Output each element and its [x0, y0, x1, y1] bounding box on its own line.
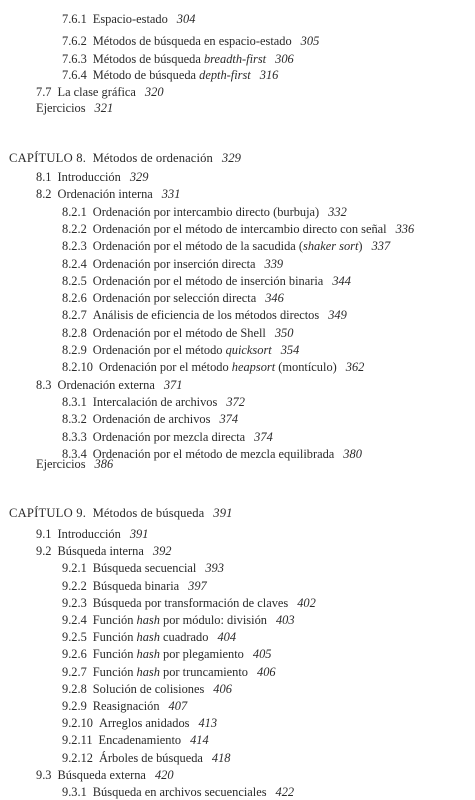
entry-number: 9.2.3	[62, 595, 87, 610]
entry-page: 331	[161, 187, 181, 202]
entry-title: Análisis de eficiencia de los métodos directos	[92, 308, 320, 323]
entry-title: Búsqueda en archivos secuenciales	[92, 785, 267, 799]
entry-title: Ordenación por selección directa	[92, 291, 257, 306]
entry-number: 8.2.1	[62, 204, 87, 219]
entry-page: 320	[144, 85, 164, 99]
entry-title: Ordenación de archivos	[92, 412, 211, 427]
entry-title: Función	[92, 613, 137, 627]
entry-page: 397	[188, 578, 207, 593]
toc-entry	[36, 543, 171, 559]
entry-title-italic: hash	[136, 613, 160, 627]
entry-title: Ordenación por el método de la sacudida (	[92, 239, 303, 254]
entry-title: Métodos de búsqueda	[92, 52, 204, 66]
entry-page: 372	[226, 394, 245, 409]
toc-entry	[62, 273, 351, 289]
toc-entry	[62, 290, 284, 306]
entry-page: 403	[275, 613, 295, 627]
toc-entry	[62, 411, 238, 427]
entry-title: Ordenación por mezcla directa	[92, 429, 246, 444]
entry-number: 8.2.5	[62, 273, 87, 288]
entry-page: 393	[205, 561, 224, 576]
entry-number: 9.3	[36, 767, 52, 782]
entry-page: 374	[254, 429, 273, 444]
toc-entry	[62, 681, 232, 697]
entry-number: 8.2.8	[62, 325, 87, 340]
entry-number: 8.3.3	[62, 429, 87, 444]
toc-entry	[62, 715, 217, 731]
entry-number: 7.6.4	[62, 68, 87, 82]
toc-entry	[62, 256, 283, 272]
entry-number: 9.2.7	[62, 664, 87, 679]
chapter-page: 391	[213, 506, 233, 520]
entry-page: 374	[219, 412, 239, 427]
entry-number: 9.1	[36, 527, 52, 541]
entry-page: 371	[163, 377, 183, 392]
entry-page: 414	[190, 733, 209, 748]
entry-page: 404	[217, 630, 237, 645]
toc-entry	[62, 204, 347, 220]
entry-title: Solución de colisiones	[92, 681, 205, 696]
chapter-page: 329	[221, 151, 242, 165]
entry-page: 391	[129, 527, 149, 541]
entry-title: Ordenación interna	[57, 187, 153, 202]
entry-number: 7.6.3	[62, 52, 87, 66]
entry-title: cuadrado	[159, 630, 209, 645]
entry-page: 305	[300, 34, 320, 48]
entry-page: 344	[332, 273, 351, 288]
entry-title: Ordenación por el método	[92, 343, 226, 357]
toc-entry	[62, 307, 347, 323]
chapter-8-heading	[9, 150, 241, 166]
toc-entry	[36, 377, 182, 393]
entry-title: Intercalación de archivos	[92, 394, 218, 409]
entry-title: Métodos de búsqueda en espacio-estado	[92, 34, 292, 48]
entry-title: Arreglos anidados	[98, 716, 190, 731]
toc-entry	[62, 578, 207, 594]
toc-entry	[62, 560, 224, 576]
toc-entry	[62, 664, 276, 680]
entry-title: Ordenación por el método de inserción binaria	[92, 273, 324, 288]
entry-title: La clase gráfica	[57, 85, 136, 99]
entry-number: 8.3	[36, 377, 52, 392]
entry-title: Introducción	[57, 170, 121, 184]
entry-title-italic: hash	[136, 630, 160, 645]
entry-page: 420	[154, 767, 174, 782]
entry-title: Ejercicios	[36, 457, 86, 471]
entry-title-italic: heapsort	[231, 360, 276, 375]
entry-number: 8.2.10	[62, 360, 93, 375]
entry-page: 350	[274, 325, 294, 340]
entry-title: Búsqueda externa	[57, 767, 146, 782]
entry-page: 332	[328, 204, 347, 219]
entry-number: 7.6.1	[62, 12, 87, 26]
entry-page: 406	[257, 664, 276, 679]
entry-page: 336	[395, 221, 415, 236]
toc-entry	[62, 732, 209, 748]
entry-number: 8.2.6	[62, 291, 87, 306]
entry-number: 8.3.1	[62, 394, 87, 409]
entry-number: 9.2.4	[62, 613, 87, 627]
toc-entry	[62, 342, 299, 358]
entry-page: 406	[213, 681, 232, 696]
entry-page: 354	[280, 343, 300, 357]
toc-entry	[36, 169, 148, 185]
toc-entry	[62, 394, 245, 410]
toc-entry	[62, 238, 390, 254]
entry-title-italic: hash	[136, 647, 160, 662]
entry-number: 9.2	[36, 544, 52, 559]
toc-entry	[62, 325, 293, 341]
toc-entry-7-6-2	[62, 33, 319, 49]
entry-number: 9.2.10	[62, 716, 93, 731]
chapter-title: Métodos de búsqueda	[92, 506, 205, 520]
entry-title: Ordenación por el método de mezcla equilibrada	[92, 446, 335, 461]
entry-title: Búsqueda binaria	[92, 578, 180, 593]
entry-title: Ordenación por el método de intercambio directo con señal	[92, 221, 387, 236]
entry-title-italic: depth-first	[199, 68, 251, 82]
entry-number: 8.2.2	[62, 221, 87, 236]
chapter-title: Métodos de ordenación	[92, 151, 213, 165]
toc-entry	[36, 186, 180, 202]
entry-number: 8.2.4	[62, 256, 87, 271]
toc-entry-7-6-4	[62, 67, 278, 83]
entry-page: 392	[152, 544, 172, 559]
toc-entry	[62, 629, 236, 645]
entry-number: 9.2.12	[62, 750, 93, 765]
toc-entry	[36, 767, 174, 783]
toc-entry	[62, 429, 273, 445]
entry-number: 8.3.4	[62, 446, 87, 461]
entry-number: 8.2.3	[62, 239, 87, 254]
entry-number: 8.2.7	[62, 308, 87, 323]
toc-entry	[62, 784, 294, 800]
entry-title: Método de búsqueda	[92, 68, 200, 82]
entry-title-italic: quicksort	[225, 343, 272, 357]
toc-entry	[62, 221, 414, 237]
entry-page: 304	[176, 12, 196, 26]
entry-page: 362	[345, 360, 365, 375]
entry-page: 380	[343, 446, 362, 461]
toc-entry-7-6-3	[62, 51, 294, 67]
entry-page: 402	[297, 595, 316, 610]
entry-title-italic: breadth-first	[203, 52, 267, 66]
entry-number: 9.2.9	[62, 699, 87, 713]
entry-number: 9.3.1	[62, 785, 87, 799]
chapter-label: CAPÍTULO 9.	[9, 506, 87, 520]
toc-entry-7-6-1	[62, 11, 195, 27]
entry-page: 337	[371, 239, 391, 254]
toc-entry	[62, 698, 187, 714]
entry-page: 422	[275, 785, 295, 799]
entry-title: por plegamiento	[159, 647, 244, 662]
entry-title: Ordenación externa	[57, 377, 155, 392]
entry-number: 9.2.5	[62, 630, 87, 645]
entry-title: Función	[92, 664, 137, 679]
entry-title: )	[358, 239, 363, 254]
entry-title: por módulo: división	[159, 613, 267, 627]
entry-page: 405	[252, 647, 272, 662]
entry-number: 9.2.2	[62, 578, 87, 593]
entry-page: 329	[129, 170, 149, 184]
entry-number: 8.2	[36, 187, 52, 202]
entry-title: Búsqueda secuencial	[92, 561, 197, 576]
entry-title-italic: hash	[136, 664, 160, 679]
toc-entry	[62, 612, 295, 628]
entry-title: Árboles de búsqueda	[98, 750, 203, 765]
entry-number: 9.2.6	[62, 647, 87, 662]
entry-title: (montículo)	[275, 360, 337, 375]
entry-page: 321	[94, 101, 114, 115]
entry-number: 9.2.1	[62, 561, 87, 576]
entry-page: 346	[265, 291, 284, 306]
entry-title: Ordenación por inserción directa	[92, 256, 256, 271]
entry-title: Ordenación por el método	[98, 360, 232, 375]
toc-entry	[62, 646, 271, 662]
toc-entry-ejercicios-2	[36, 456, 113, 472]
entry-number: 7.6.2	[62, 34, 87, 48]
entry-number: 9.2.8	[62, 681, 87, 696]
chapter-label: CAPÍTULO 8.	[9, 151, 87, 165]
entry-number: 9.2.11	[62, 733, 93, 748]
entry-title: por truncamiento	[159, 664, 249, 679]
entry-number: 8.1	[36, 170, 52, 184]
toc-entry	[36, 526, 148, 542]
entry-page: 418	[211, 750, 231, 765]
entry-title: Búsqueda interna	[57, 544, 144, 559]
entry-page: 413	[198, 716, 218, 731]
entry-title: Reasignación	[92, 699, 160, 713]
toc-entry	[62, 750, 231, 766]
toc-entry-ejercicios-1	[36, 100, 113, 116]
entry-title: Función	[92, 647, 137, 662]
entry-page: 386	[94, 457, 114, 471]
chapter-9-heading	[9, 505, 233, 521]
entry-title: Encadenamiento	[98, 733, 182, 748]
entry-page: 349	[328, 308, 347, 323]
entry-title: Función	[92, 630, 137, 645]
entry-page: 306	[275, 52, 294, 66]
entry-page: 316	[259, 68, 279, 82]
entry-page: 339	[264, 256, 284, 271]
toc-entry-7-7	[36, 84, 164, 100]
entry-title: Ejercicios	[36, 101, 86, 115]
entry-number: 8.2.9	[62, 343, 87, 357]
entry-page: 407	[168, 699, 188, 713]
entry-title-italic: shaker sort	[303, 239, 359, 254]
entry-title: Ordenación por intercambio directo (burbuja)	[92, 204, 320, 219]
toc-entry	[62, 359, 364, 375]
entry-title: Búsqueda por transformación de claves	[92, 595, 289, 610]
entry-title: Ordenación por el método de Shell	[92, 325, 266, 340]
entry-number: 7.7	[36, 85, 52, 99]
entry-title: Introducción	[57, 527, 121, 541]
entry-number: 8.3.2	[62, 412, 87, 427]
toc-entry	[62, 595, 316, 611]
entry-title: Espacio-estado	[92, 12, 168, 26]
